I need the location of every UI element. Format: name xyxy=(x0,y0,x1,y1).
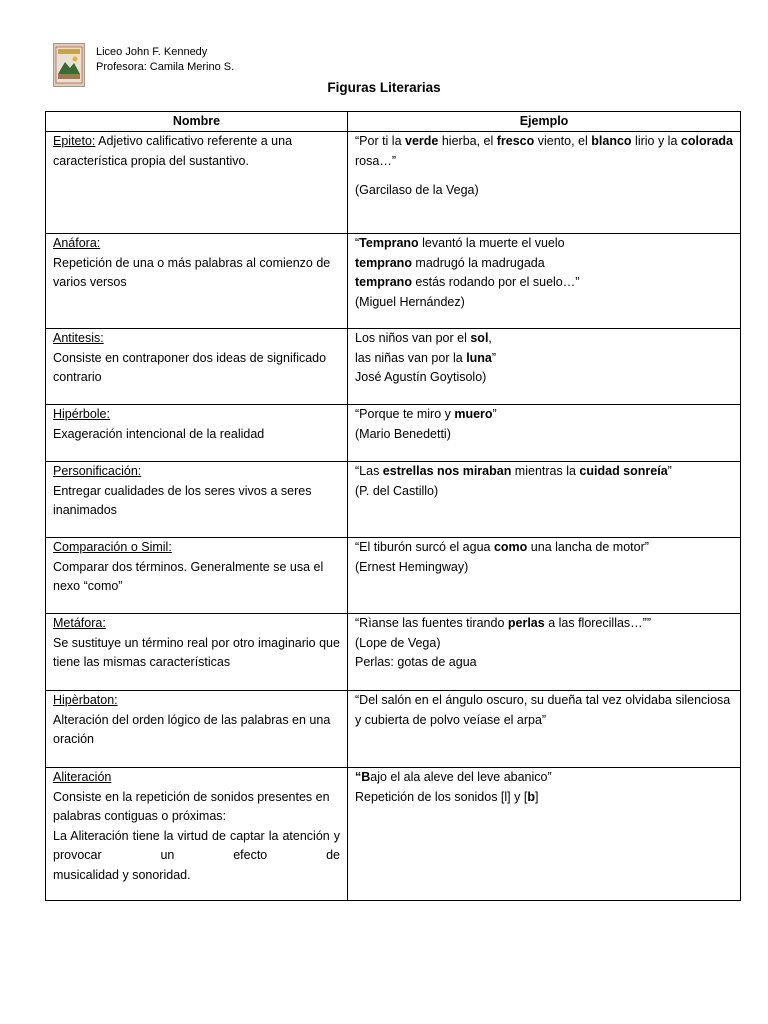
example-text: hierba, el xyxy=(438,134,497,148)
example-text: “El tiburón surcó el agua xyxy=(355,540,494,554)
cell-nombre xyxy=(46,405,348,462)
figure-definition-extra-end: musicalidad y sonoridad. xyxy=(53,867,191,882)
example-emphasis: Temprano xyxy=(359,236,419,250)
table-row xyxy=(46,405,741,462)
example-line xyxy=(355,132,733,171)
example-line xyxy=(355,254,733,274)
example-text: viento, el xyxy=(534,134,592,148)
example-text: lirio y la xyxy=(631,134,681,148)
example-text: (Mario Benedetti) xyxy=(355,426,451,441)
example-text: “Por ti la xyxy=(355,134,406,148)
example-text: Los niños van por el xyxy=(355,331,471,345)
example-line xyxy=(355,368,733,388)
figure-definition: Comparar dos términos. Generalmente se usa el nexo “como” xyxy=(53,559,324,593)
figure-definition-extra: La Aliteración tiene la virtud de captar la atención y provocar un efecto de xyxy=(53,828,340,862)
example-line xyxy=(355,329,733,349)
example-emphasis: temprano xyxy=(355,255,412,270)
example-line xyxy=(355,788,733,808)
table-row xyxy=(46,234,741,329)
example-text: (Ernest Hemingway) xyxy=(355,559,469,574)
example-line xyxy=(355,425,733,445)
cell-ejemplo xyxy=(348,132,741,234)
cell-ejemplo xyxy=(348,538,741,614)
cell-nombre xyxy=(46,329,348,405)
example-line xyxy=(355,482,733,502)
example-emphasis: fresco xyxy=(496,134,535,148)
figure-definition: Exageración intencional de la realidad xyxy=(53,426,265,441)
spacer xyxy=(355,171,733,181)
example-text: estás rodando por el suelo…” xyxy=(411,275,580,289)
school-header xyxy=(96,45,234,75)
example-text: ajo el ala aleve del leve abanico” xyxy=(370,770,552,784)
example-text: ] xyxy=(534,789,539,804)
example-line xyxy=(355,462,733,482)
cell-nombre xyxy=(46,462,348,538)
example-line xyxy=(355,405,733,425)
table-row xyxy=(46,329,741,405)
cell-nombre xyxy=(46,614,348,691)
example-line xyxy=(355,614,733,634)
example-line xyxy=(355,691,733,730)
example-emphasis: como xyxy=(493,540,528,554)
cell-ejemplo xyxy=(348,234,741,329)
table-row xyxy=(46,691,741,768)
cell-ejemplo xyxy=(348,614,741,691)
cell-ejemplo xyxy=(348,329,741,405)
figure-term: Metáfora: xyxy=(53,616,106,630)
example-text: madrugó la madrugada xyxy=(411,255,545,270)
example-emphasis: muero xyxy=(454,407,493,421)
example-line xyxy=(355,768,733,788)
example-emphasis: estrellas nos miraban xyxy=(382,464,512,478)
example-text: una lancha de motor” xyxy=(527,540,649,554)
cell-nombre xyxy=(46,538,348,614)
column-header-ejemplo: Ejemplo xyxy=(348,112,741,132)
figure-term: Hipèrbaton: xyxy=(53,693,118,707)
figure-term: Hipérbole: xyxy=(53,407,110,421)
example-emphasis: colorada xyxy=(680,134,733,148)
cell-nombre xyxy=(46,768,348,901)
example-text: “Las xyxy=(355,464,383,478)
example-text: a las florecillas…”” xyxy=(544,616,651,630)
teacher-name: Profesora: Camila Merino S. xyxy=(96,61,235,73)
figure-term: Antitesis: xyxy=(53,331,104,345)
table-row xyxy=(46,614,741,691)
example-line xyxy=(355,538,733,558)
column-header-nombre: Nombre xyxy=(46,112,348,132)
example-text: “Porque te miro y xyxy=(355,407,455,421)
example-text: (Garcilaso de la Vega) xyxy=(355,183,479,197)
example-emphasis: luna xyxy=(466,350,492,365)
example-emphasis: temprano xyxy=(355,275,412,289)
cell-ejemplo xyxy=(348,405,741,462)
table-row xyxy=(46,462,741,538)
school-name: Liceo John F. Kennedy xyxy=(96,46,208,58)
example-emphasis: cuidad sonreía xyxy=(579,464,668,478)
figure-definition: Consiste en la repetición de sonidos presentes en palabras contiguas o próximas: xyxy=(53,789,330,823)
figure-definition: Entregar cualidades de los seres vivos a seres inanimados xyxy=(53,483,312,517)
table-header-row xyxy=(46,112,741,132)
example-line xyxy=(355,234,733,254)
example-emphasis: verde xyxy=(405,134,439,148)
table-row xyxy=(46,538,741,614)
table-row xyxy=(46,132,741,234)
example-text: ” xyxy=(667,464,672,478)
example-text: las niñas van por la xyxy=(355,350,467,365)
example-text: Perlas: gotas de agua xyxy=(355,655,477,669)
example-text: José Agustín Goytisolo) xyxy=(355,370,487,384)
example-text: rosa…” xyxy=(355,153,396,168)
example-text: ” xyxy=(491,350,497,365)
example-emphasis: “B xyxy=(355,770,371,784)
figure-definition: Repetición de una o más palabras al comienzo de varios versos xyxy=(53,255,331,289)
figure-term: Epiteto: xyxy=(53,134,96,148)
figure-definition: Consiste en contraponer dos ideas de significado contrario xyxy=(53,350,327,384)
example-emphasis: sol xyxy=(470,331,489,345)
cell-nombre xyxy=(46,132,348,234)
figure-term: Aliteración xyxy=(53,770,112,784)
example-emphasis: perlas xyxy=(507,616,545,630)
example-text: ” xyxy=(492,407,497,421)
example-line xyxy=(355,293,733,313)
example-emphasis: b xyxy=(527,789,535,804)
example-line xyxy=(355,653,733,673)
cell-ejemplo xyxy=(348,462,741,538)
figures-table xyxy=(45,111,741,901)
figure-definition: Alteración del orden lógico de las palabras en una oración xyxy=(53,712,331,746)
figure-term: Comparación o Simil: xyxy=(53,540,172,554)
figure-term: Personificación: xyxy=(53,464,142,478)
example-text: levantó la muerte el vuelo xyxy=(418,236,565,250)
example-text: (Lope de Vega) xyxy=(355,635,441,650)
example-text: Repetición de los sonidos [l] y [ xyxy=(355,789,528,804)
example-line xyxy=(355,634,733,654)
cell-nombre xyxy=(46,234,348,329)
example-text: , xyxy=(488,331,492,345)
cell-ejemplo xyxy=(348,768,741,901)
example-line xyxy=(355,558,733,578)
figure-definition: Adjetivo calificativo referente a una característica propia del sustantivo. xyxy=(53,134,293,168)
example-line xyxy=(355,273,733,293)
figure-definition: Se sustituye un término real por otro imaginario que tiene las mismas características xyxy=(53,635,340,669)
example-text: “ xyxy=(355,236,360,250)
example-text: (Miguel Hernández) xyxy=(355,294,465,309)
example-emphasis: blanco xyxy=(591,134,632,148)
table-row xyxy=(46,768,741,901)
example-text: “Rìanse las fuentes tirando xyxy=(355,616,508,630)
example-text: (P. del Castillo) xyxy=(355,483,439,498)
figure-term: Anáfora: xyxy=(53,236,101,250)
page-title: Figuras Literarias xyxy=(327,80,441,95)
example-text: “Del salón en el ángulo oscuro, su dueña tal vez olvidaba silenciosa y cubierta de polvo veíase el arpa” xyxy=(355,693,731,727)
example-line xyxy=(355,349,733,369)
example-line xyxy=(355,181,733,201)
cell-nombre xyxy=(46,691,348,768)
example-text: mientras la xyxy=(511,464,580,478)
cell-ejemplo xyxy=(348,691,741,768)
